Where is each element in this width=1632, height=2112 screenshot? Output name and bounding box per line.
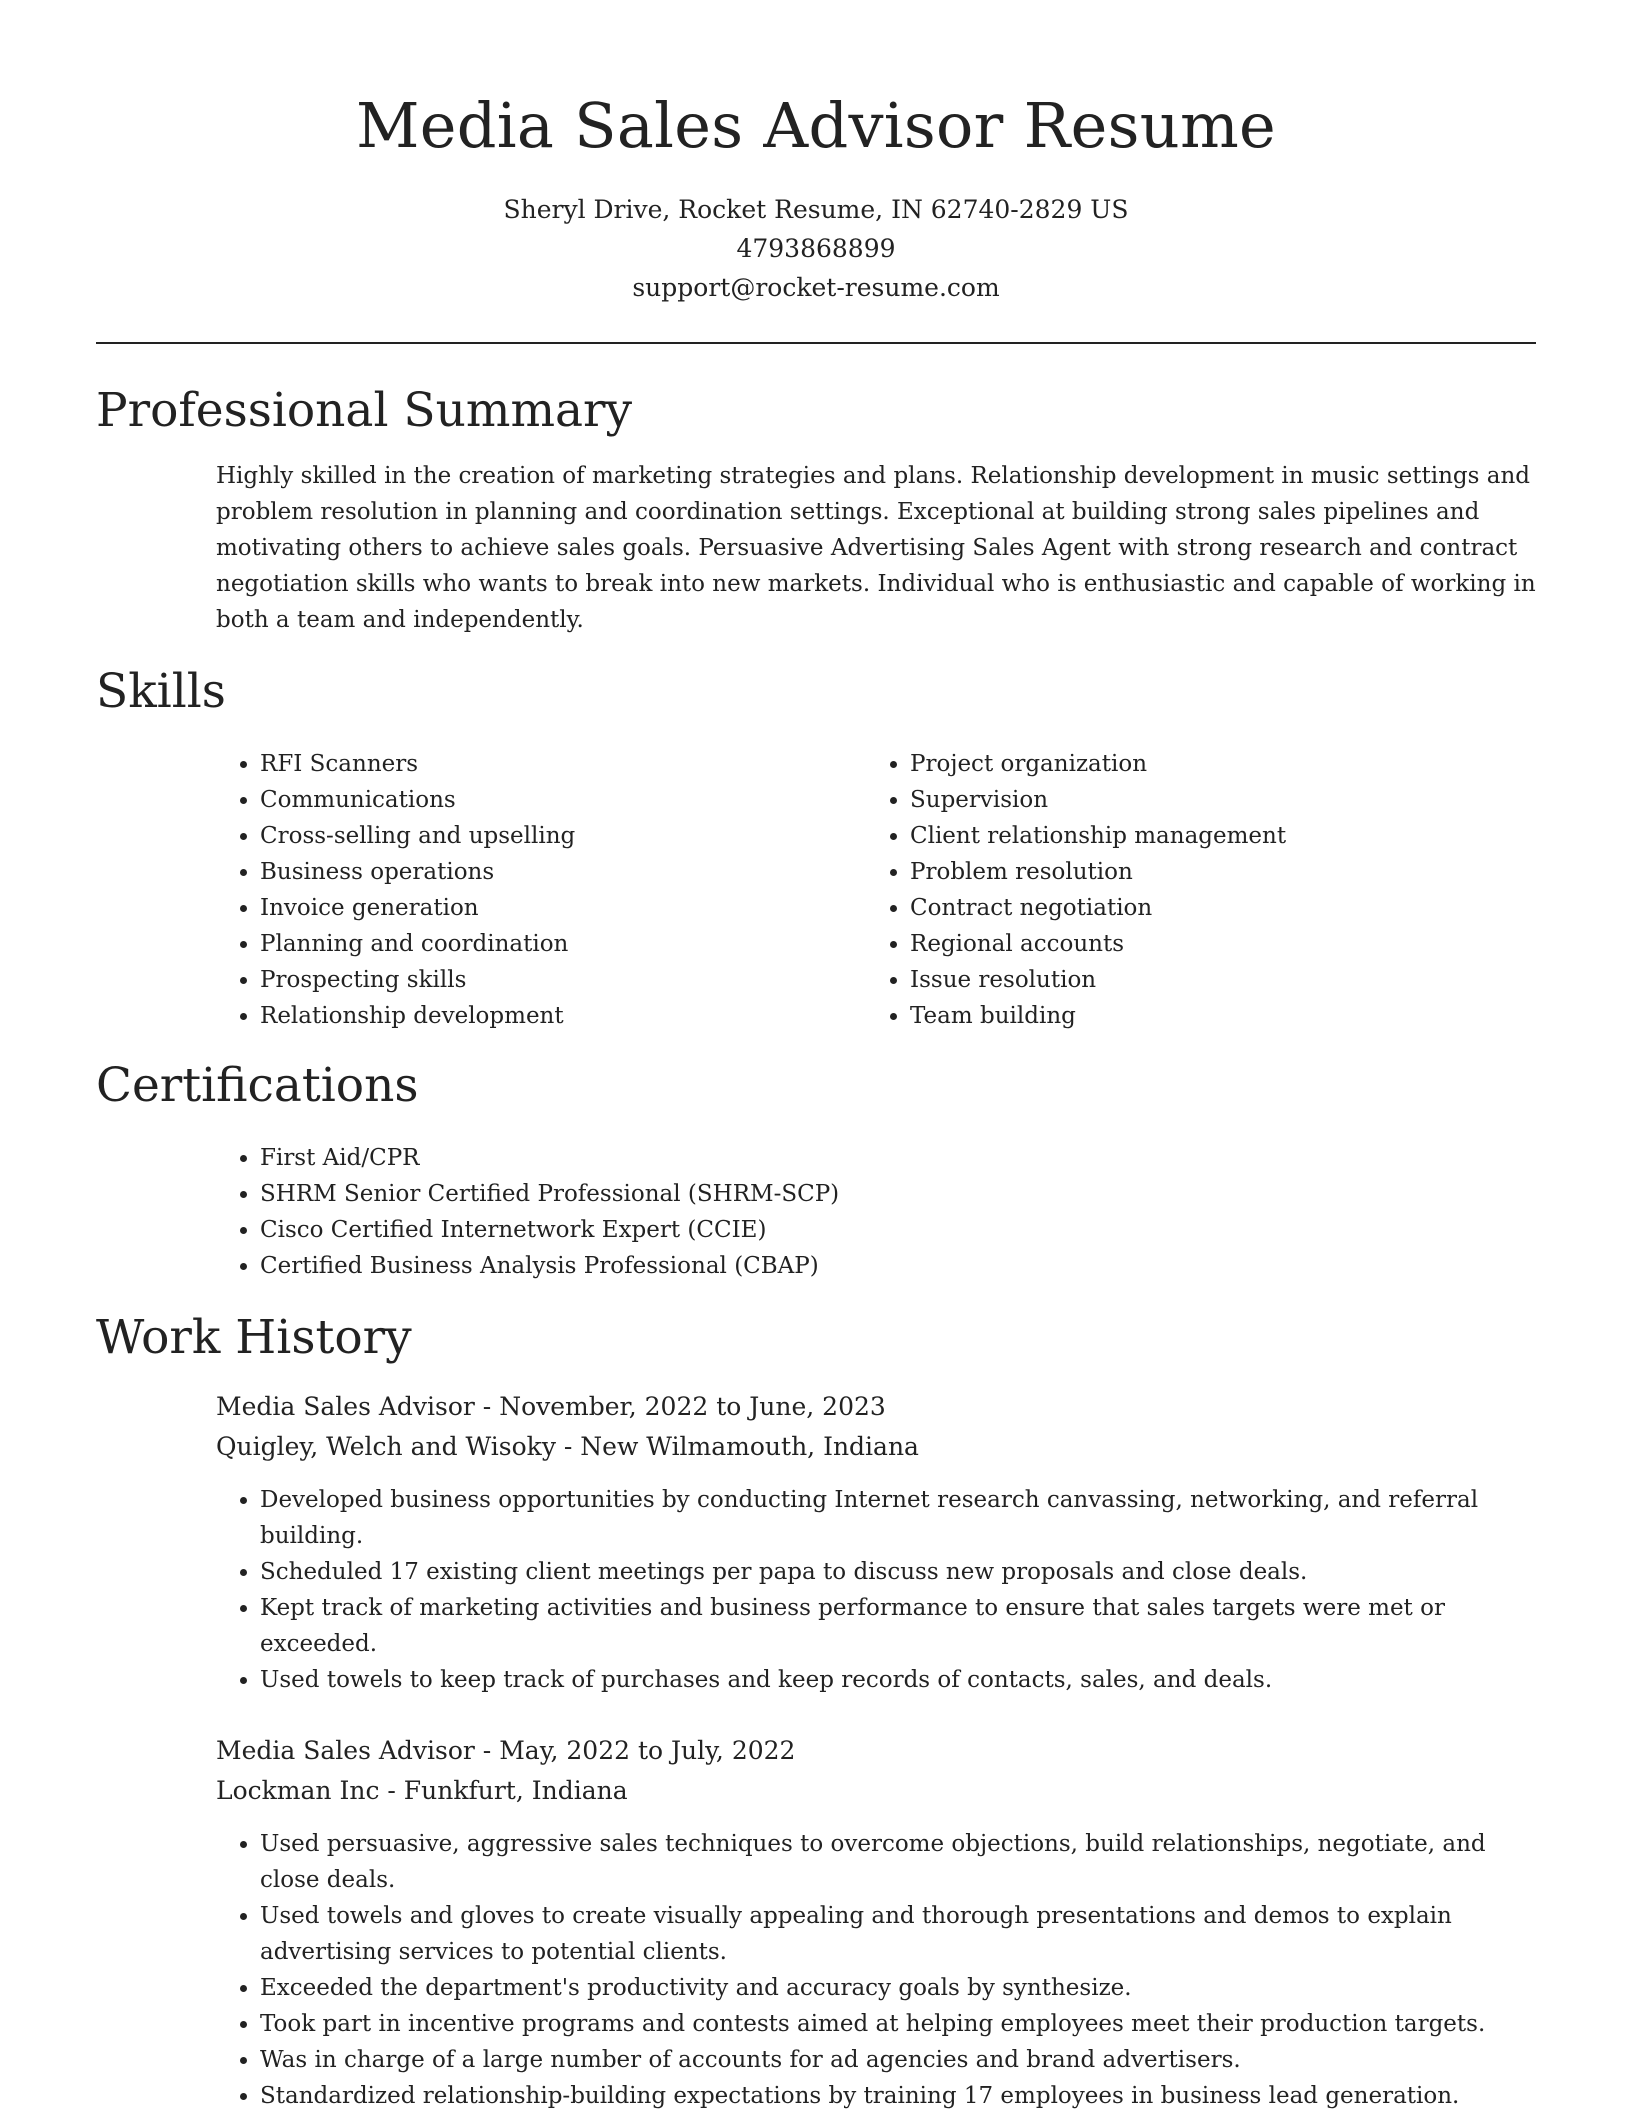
contact-block <box>96 190 1536 307</box>
job-duty-item: • Took part in incentive programs and contests aimed at helping employees meet their production targets. <box>260 2006 1536 2042</box>
skill-item: • Business operations <box>260 854 836 890</box>
job-duty-item: • Kept track of marketing activities and business performance to ensure that sales targets were met or exceeded. <box>260 1590 1536 1662</box>
work-history-heading: Work History <box>96 1310 412 1365</box>
job-duty-item: • Scheduled 17 existing client meetings per papa to discuss new proposals and close deals. <box>260 1554 1536 1590</box>
certifications-heading: Certifications <box>96 1058 419 1113</box>
skills-list-right <box>866 746 1486 1034</box>
skill-item: • Relationship development <box>260 998 836 1034</box>
certification-item: • First Aid/CPR <box>260 1140 1536 1176</box>
job-duty-item: • Used persuasive, aggressive sales techniques to overcome objections, build relationships, negotiate, and close deals. <box>260 1826 1536 1898</box>
skill-item: • Regional accounts <box>910 926 1486 962</box>
skill-item: • Supervision <box>910 782 1486 818</box>
skill-item: • Contract negotiation <box>910 890 1486 926</box>
certification-item: • SHRM Senior Certified Professional (SHRM-SCP) <box>260 1176 1536 1212</box>
contact-email: support@rocket-resume.com <box>632 273 1000 302</box>
skill-item: • Invoice generation <box>260 890 836 926</box>
job-dates: - November, 2022 to June, 2023 <box>474 1392 886 1421</box>
job-company-line <box>216 1771 1536 1811</box>
job-duty-item: • Used towels to keep track of purchases and keep records of contacts, sales, and deals. <box>260 1662 1536 1698</box>
summary-heading: Professional Summary <box>96 383 633 438</box>
certifications-list <box>216 1140 1536 1284</box>
job-dates: - May, 2022 to July, 2022 <box>474 1736 796 1765</box>
resume-title: Media Sales Advisor Resume <box>355 89 1277 162</box>
job-company: Quigley, Welch and Wisoky <box>216 1432 556 1461</box>
job-title-line <box>216 1387 1536 1427</box>
resume-header <box>96 86 1536 307</box>
contact-address: Sheryl Drive, Rocket Resume, IN 62740-2829 US <box>503 195 1129 224</box>
job-location: - Funkfurt, Indiana <box>379 1776 628 1805</box>
job-duties-list <box>216 1826 1536 2112</box>
certification-item: • Cisco Certified Internetwork Expert (CCIE) <box>260 1212 1536 1248</box>
skill-item: • Problem resolution <box>910 854 1486 890</box>
job-location: - New Wilmamouth, Indiana <box>555 1432 919 1461</box>
job-company-line <box>216 1427 1536 1467</box>
job-duties-list <box>216 1482 1536 1698</box>
header-divider <box>96 342 1536 344</box>
skill-item: • Prospecting skills <box>260 962 836 998</box>
summary-text: Highly skilled in the creation of marketing strategies and plans. Relationship development in music settings and problem resolution in planning and coordination settings. Exceptional at building strong sales pipelines and motivating others to achieve sales goals. Persuasive Advertising Sales Agent with strong research and contract negotiation skills who wants to break into new markets. Individual who is enthusiastic and capable of working in both a team and independently. <box>216 463 1536 633</box>
job-duty-item: • Standardized relationship-building expectations by training 17 employees in business lead generation. <box>260 2078 1536 2112</box>
job-title: Media Sales Advisor <box>216 1736 475 1765</box>
job-duty-item: • Developed business opportunities by conducting Internet research canvassing, networking, and referral building. <box>260 1482 1536 1554</box>
contact-phone: 4793868899 <box>736 234 896 263</box>
skill-item: • Cross-selling and upselling <box>260 818 836 854</box>
job-entry <box>216 1387 1536 1467</box>
skill-item: • Team building <box>910 998 1486 1034</box>
job-title-line <box>216 1731 1536 1771</box>
skill-item: • Client relationship management <box>910 818 1486 854</box>
job-company: Lockman Inc <box>216 1776 380 1805</box>
skill-item: • Communications <box>260 782 836 818</box>
job-duty-item: • Used towels and gloves to create visually appealing and thorough presentations and demos to explain advertising services to potential clients. <box>260 1898 1536 1970</box>
job-title: Media Sales Advisor <box>216 1392 475 1421</box>
skill-item: • RFI Scanners <box>260 746 836 782</box>
skills-list-left <box>216 746 836 1034</box>
certification-item: • Certified Business Analysis Professional (CBAP) <box>260 1248 1536 1284</box>
job-duty-item: • Exceeded the department's productivity and accuracy goals by synthesize. <box>260 1970 1536 2006</box>
skills-heading: Skills <box>96 664 226 719</box>
skill-item: • Planning and coordination <box>260 926 836 962</box>
skill-item: • Issue resolution <box>910 962 1486 998</box>
skill-item: • Project organization <box>910 746 1486 782</box>
job-entry <box>216 1731 1536 1811</box>
job-duty-item: • Was in charge of a large number of accounts for ad agencies and brand advertisers. <box>260 2042 1536 2078</box>
